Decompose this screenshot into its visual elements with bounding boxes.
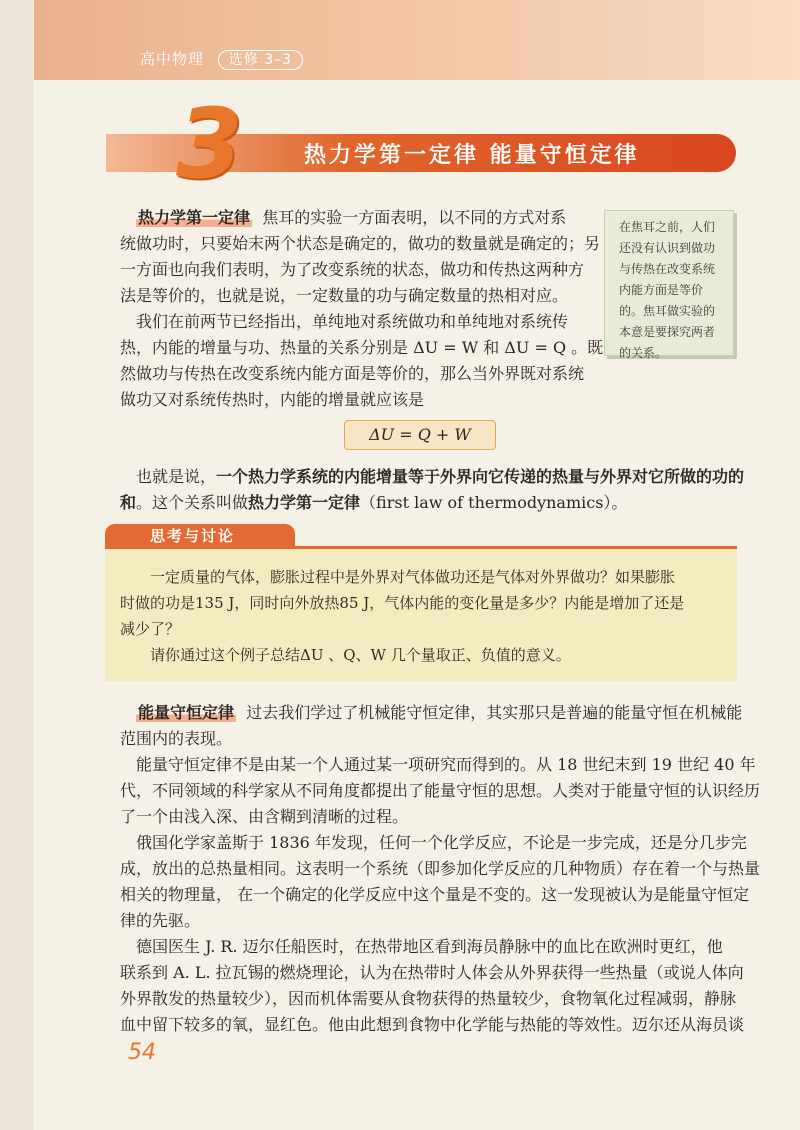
para5-line-3: 了一个由浅入深、由含糊到清晰的过程。: [120, 807, 409, 826]
discussion-line-3: 减少了？: [120, 620, 181, 638]
para3-suffix: （first law of thermodynamics）。: [360, 493, 628, 512]
para7-line-2: 联系到 A. L. 拉瓦锡的燃烧理论，认为在热带时人体会从外界获得一些热量（或说人体向: [120, 963, 744, 982]
para6-line-1: 俄国化学家盖斯于 1836 年发现，任何一个化学反应，不论是一步完成，还是分几步完: [136, 833, 747, 852]
section-number: 3: [176, 88, 243, 200]
section-title: 热力学第一定律 能量守恒定律: [304, 143, 640, 168]
page-left-edge: [0, 0, 34, 1130]
para3-bold-2: 和: [120, 493, 137, 512]
volume-badge: 选修 3–3: [218, 50, 303, 70]
para6-line-4: 律的先驱。: [120, 911, 201, 930]
para3-bold-3: 热力学第一定律: [248, 493, 361, 512]
sidenote: 在焦耳之前，人们还没有认识到做功与传热在改变系统内能方面是等价的。焦耳做实验的本意是要探究两者的关系。: [604, 210, 734, 356]
discussion-line-4: 请你通过这个例子总结ΔU 、Q、W 几个量取正、负值的意义。: [150, 646, 571, 664]
para2-line-2: 热，内能的增量与功、热量的关系分别是 ΔU = W 和 ΔU = Q 。既: [120, 338, 604, 357]
para6-line-2: 成，放出的总热量相同。这表明一个系统（即参加化学反应的几种物质）存在着一个与热量: [120, 859, 761, 878]
para7-line-3: 外界散发的热量较少），因而机体需要从食物获得的热量较少，食物氧化过程减弱，静脉: [120, 989, 737, 1008]
para5-line-1: 能量守恒定律不是由某一个人通过某一项研究而得到的。从 18 世纪末到 19 世纪 40 年: [136, 755, 756, 774]
law1-line-3: 一方面也向我们表明，为了改变系统的状态，做功和传热这两种方: [120, 260, 585, 279]
law2-text: 过去我们学过了机械能守恒定律，其实那只是普遍的能量守恒在机械能: [246, 703, 743, 722]
para7-line-4: 血中留下较多的氧，显红色。他由此想到食物中化学能与热能的等效性。迈尔还从海员谈: [120, 1015, 745, 1034]
discussion-label: 思考与讨论: [150, 527, 236, 545]
law1-keyword: 热力学第一定律: [138, 208, 251, 227]
formula-box: ΔU = Q + W: [344, 420, 496, 450]
law2-line-1: [136, 700, 742, 726]
para7-line-1: 德国医生 J. R. 迈尔任船医时，在热带地区看到海员静脉中的血比在欧洲时更红，他: [136, 937, 723, 956]
book-title: 高中物理: [140, 50, 205, 68]
law1-text: 焦耳的实验一方面表明，以不同的方式对系: [262, 208, 567, 227]
law2-line-2: 范围内的表现。: [120, 729, 233, 748]
para5-line-2: 代，不同领域的科学家从不同角度都提出了能量守恒的思想。人类对于能量守恒的认识经历: [120, 781, 761, 800]
running-header: [140, 48, 303, 70]
para2-line-3: 然做功与传热在改变系统内能方面是等价的，那么当外界既对系统: [120, 364, 585, 383]
para3-bold-1: 一个热力学系统的内能增量等于外界向它传递的热量与外界对它所做的功的: [216, 467, 745, 486]
para3-prefix: 也就是说，: [136, 467, 217, 486]
para3-line-2: [120, 490, 627, 516]
para6-line-3: 相关的物理量， 在一个确定的化学反应中这个量是不变的。这一发现被认为是能量守恒定: [120, 885, 750, 904]
law1-line-2: 统做功时，只要始末两个状态是确定的，做功的数量就是确定的；另: [120, 234, 601, 253]
page-number: 54: [128, 1040, 156, 1065]
discussion-line-2: 时做的功是135 J，同时向外放热85 J，气体内能的变化量是多少？内能是增加了还是: [120, 594, 685, 612]
discussion-line-1: 一定质量的气体，膨胀过程中是外界对气体做功还是气体对外界做功？如果膨胀: [150, 568, 676, 586]
para2-line-4: 做功又对系统传热时，内能的增量就应该是: [120, 390, 425, 409]
para3-line-1: [136, 464, 744, 490]
law2-keyword: 能量守恒定律: [138, 703, 235, 722]
law1-line-1: [136, 205, 566, 231]
para3-middle: 。这个关系叫做: [136, 493, 249, 512]
para2-line-1: 我们在前两节已经指出，单纯地对系统做功和单纯地对系统传: [136, 312, 569, 331]
law1-line-4: 法是等价的，也就是说，一定数量的功与确定数量的热相对应。: [120, 286, 569, 305]
